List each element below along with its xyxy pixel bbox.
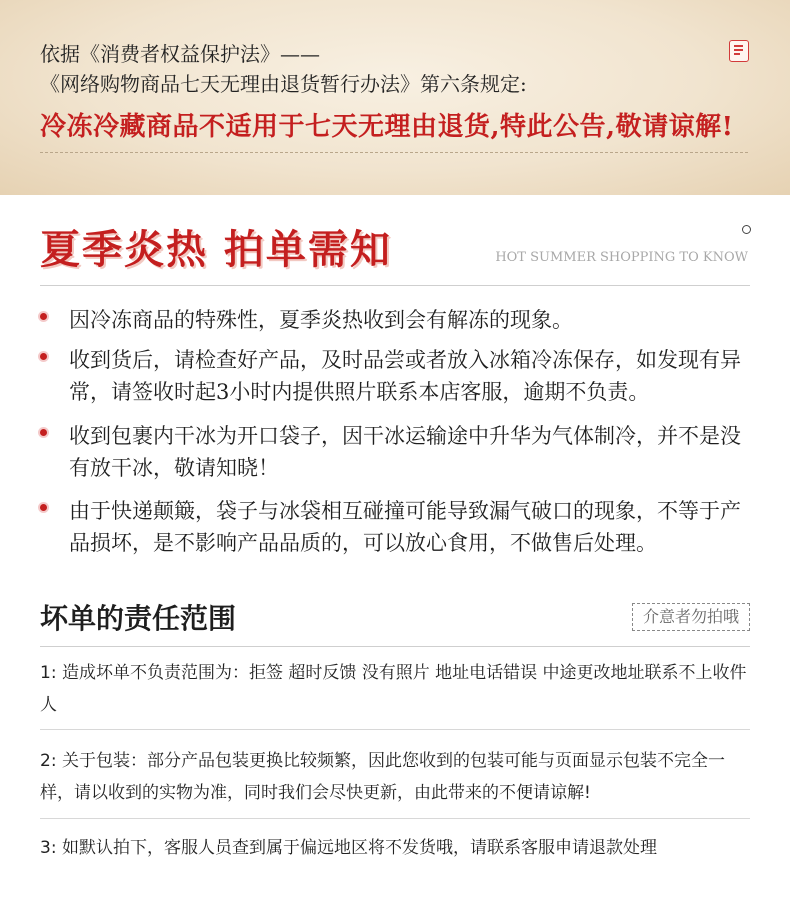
list-item-text: 由于快递颠簸，袋子与冰袋相互碰撞可能导致漏气破口的现象，不等于产品损坏，是不影响产品品质的，可以放心食用，不做售后处理。: [69, 499, 741, 555]
section-divider: [40, 285, 750, 286]
list-item: [40, 304, 752, 336]
no-return-notice: 冷冻冷藏商品不适用于七天无理由退货,特此公告,敬请谅解!: [40, 112, 734, 142]
legal-basis-line-2: 《网络购物商品七天无理由退货暂行办法》第六条规定:: [40, 72, 527, 96]
section-title-summer: 夏季炎热 拍单需知: [40, 226, 392, 273]
section-title-damage: 坏单的责任范围: [40, 602, 237, 635]
banner-divider: [40, 152, 748, 153]
list-item: [40, 344, 752, 408]
list-item-text: 收到包裹内干冰为开口袋子，因干冰运输途中升华为气体制冷，并不是没有放干冰，敬请知晓！: [69, 424, 741, 480]
red-dot-icon: [40, 353, 47, 360]
list-item: [40, 420, 752, 484]
list-item: [40, 495, 752, 559]
legal-basis-line-1: 依据《消费者权益保护法》——: [40, 42, 320, 66]
section-subtitle-en: HOT SUMMER SHOPPING TO KNOW: [495, 250, 748, 265]
notice-banner: [0, 0, 790, 195]
list-item-text: 因冷冻商品的特殊性，夏季炎热收到会有解冻的现象。: [69, 308, 573, 332]
section-divider: [40, 646, 750, 647]
policy-paragraph: 3: 如默认拍下，客服人员查到属于偏远地区将不发货哦，请联系客服申请退款处理: [40, 838, 657, 858]
paragraph-divider: [40, 818, 750, 819]
policy-paragraph: 2: 关于包装：部分产品包装更换比较频繁，因此您收到的包装可能与页面显示包装不完全一样，请以收到的实物为准，同时我们会尽快更新，由此带来的不便请谅解!: [40, 751, 725, 803]
paragraph-divider: [40, 729, 750, 730]
mind-before-buy-tag: 介意者勿拍哦: [632, 603, 750, 631]
list-item-text: 收到货后，请检查好产品，及时品尝或者放入冰箱冷冻保存，如发现有异常，请签收时起3小时内提供照片联系本店客服，逾期不负责。: [69, 348, 741, 404]
circle-decoration-icon: [742, 225, 751, 234]
policy-paragraph: 1: 造成坏单不负责范围为：拒签 超时反馈 没有照片 地址电话错误 中途更改地址联系不上收件人: [40, 663, 747, 715]
red-dot-icon: [40, 504, 47, 511]
red-dot-icon: [40, 313, 47, 320]
red-dot-icon: [40, 429, 47, 436]
document-icon: [729, 40, 749, 62]
